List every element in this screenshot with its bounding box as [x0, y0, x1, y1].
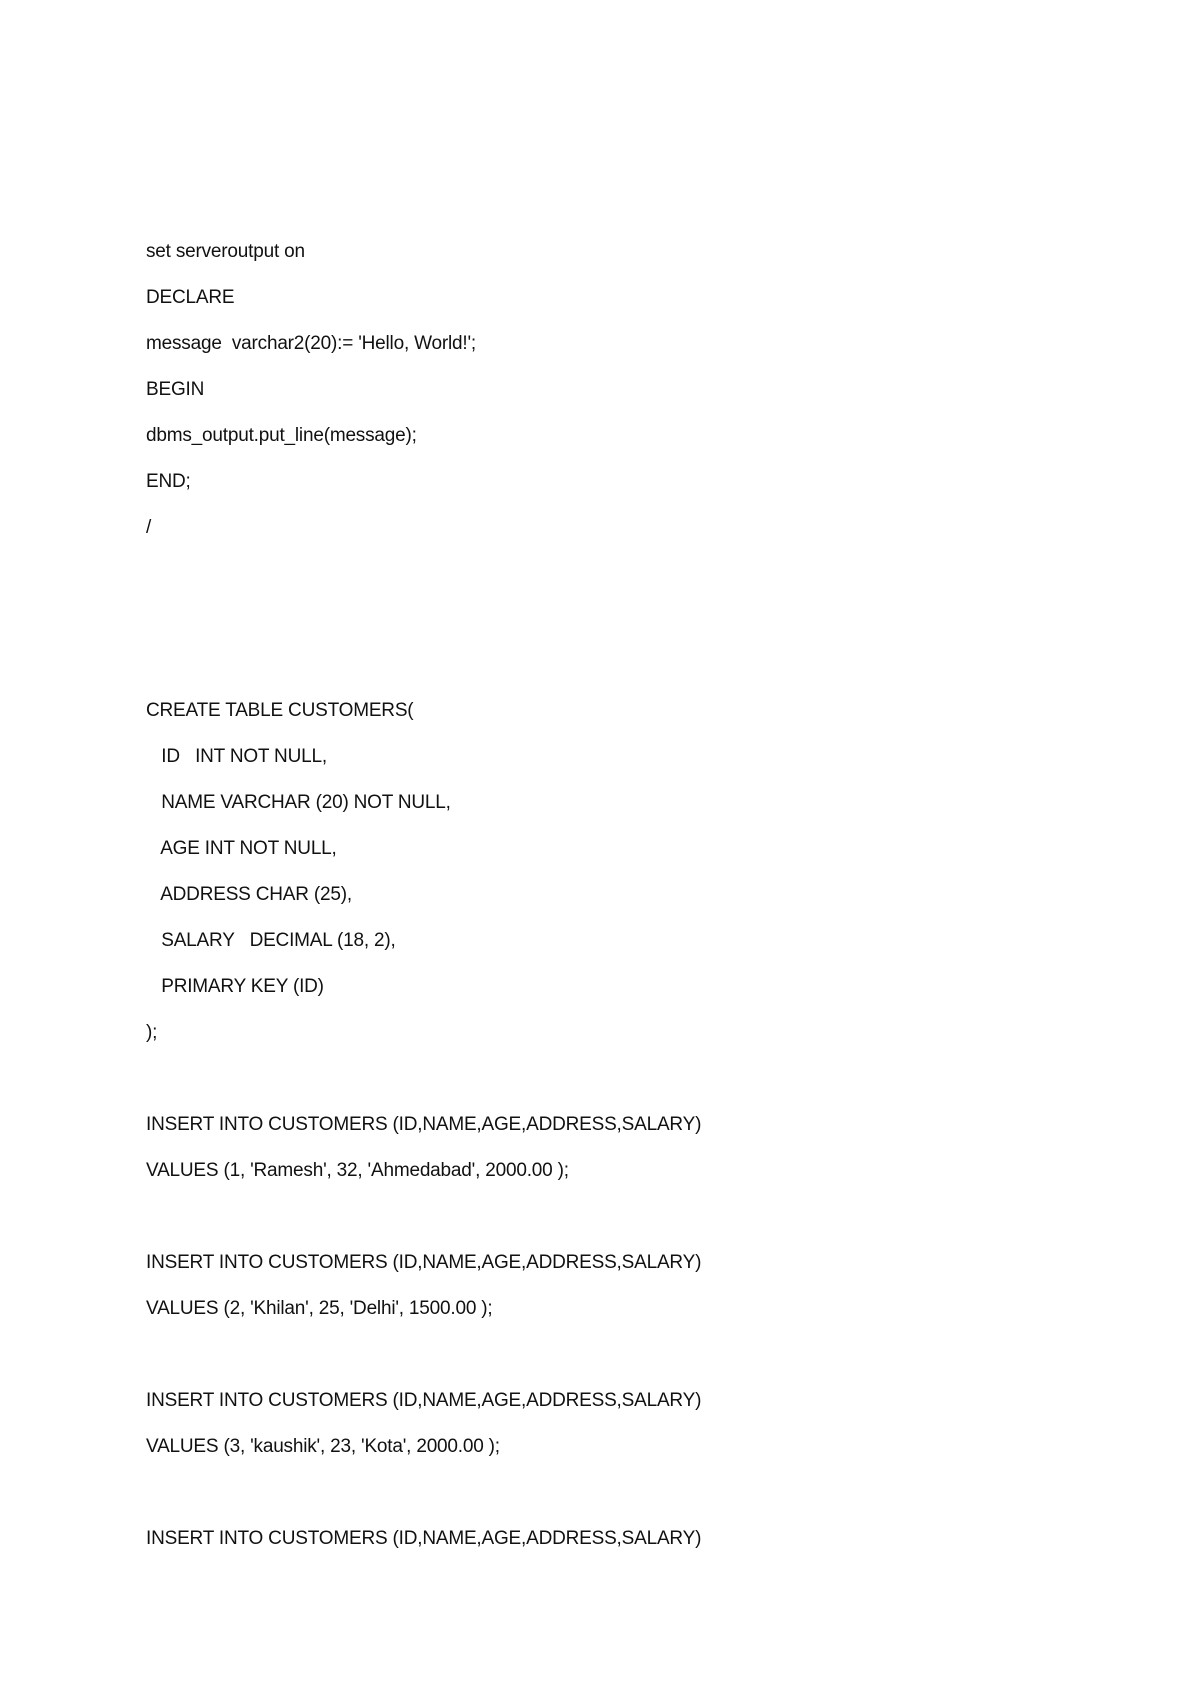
code-line-insert-3: INSERT INTO CUSTOMERS (ID,NAME,AGE,ADDRESS,SALARY): [146, 1390, 702, 1411]
code-line-column-salary: SALARY DECIMAL (18, 2),: [146, 930, 396, 951]
code-line-column-id: ID INT NOT NULL,: [146, 746, 327, 767]
code-line-insert-1: INSERT INTO CUSTOMERS (ID,NAME,AGE,ADDRESS,SALARY): [146, 1114, 702, 1135]
code-line-column-name: NAME VARCHAR (20) NOT NULL,: [146, 792, 451, 813]
code-line-set-serveroutput: set serveroutput on: [146, 241, 305, 262]
code-line-declare: DECLARE: [146, 287, 235, 308]
code-line-column-age: AGE INT NOT NULL,: [146, 838, 337, 859]
code-line-end: END;: [146, 471, 191, 492]
code-line-insert-4: INSERT INTO CUSTOMERS (ID,NAME,AGE,ADDRESS,SALARY): [146, 1528, 702, 1549]
code-line-column-address: ADDRESS CHAR (25),: [146, 884, 352, 905]
code-line-values-2: VALUES (2, 'Khilan', 25, 'Delhi', 1500.00 );: [146, 1298, 493, 1319]
code-line-primary-key: PRIMARY KEY (ID): [146, 976, 324, 997]
code-line-message-declaration: message varchar2(20):= 'Hello, World!';: [146, 333, 476, 354]
code-line-insert-2: INSERT INTO CUSTOMERS (ID,NAME,AGE,ADDRESS,SALARY): [146, 1252, 702, 1273]
code-line-create-table: CREATE TABLE CUSTOMERS(: [146, 700, 414, 721]
code-line-values-3: VALUES (3, 'kaushik', 23, 'Kota', 2000.00 );: [146, 1436, 500, 1457]
code-line-values-1: VALUES (1, 'Ramesh', 32, 'Ahmedabad', 2000.00 );: [146, 1160, 569, 1181]
code-line-begin: BEGIN: [146, 379, 205, 400]
code-line-slash: /: [146, 517, 152, 538]
code-line-close-paren: );: [146, 1022, 158, 1043]
code-line-put-line: dbms_output.put_line(message);: [146, 425, 417, 446]
